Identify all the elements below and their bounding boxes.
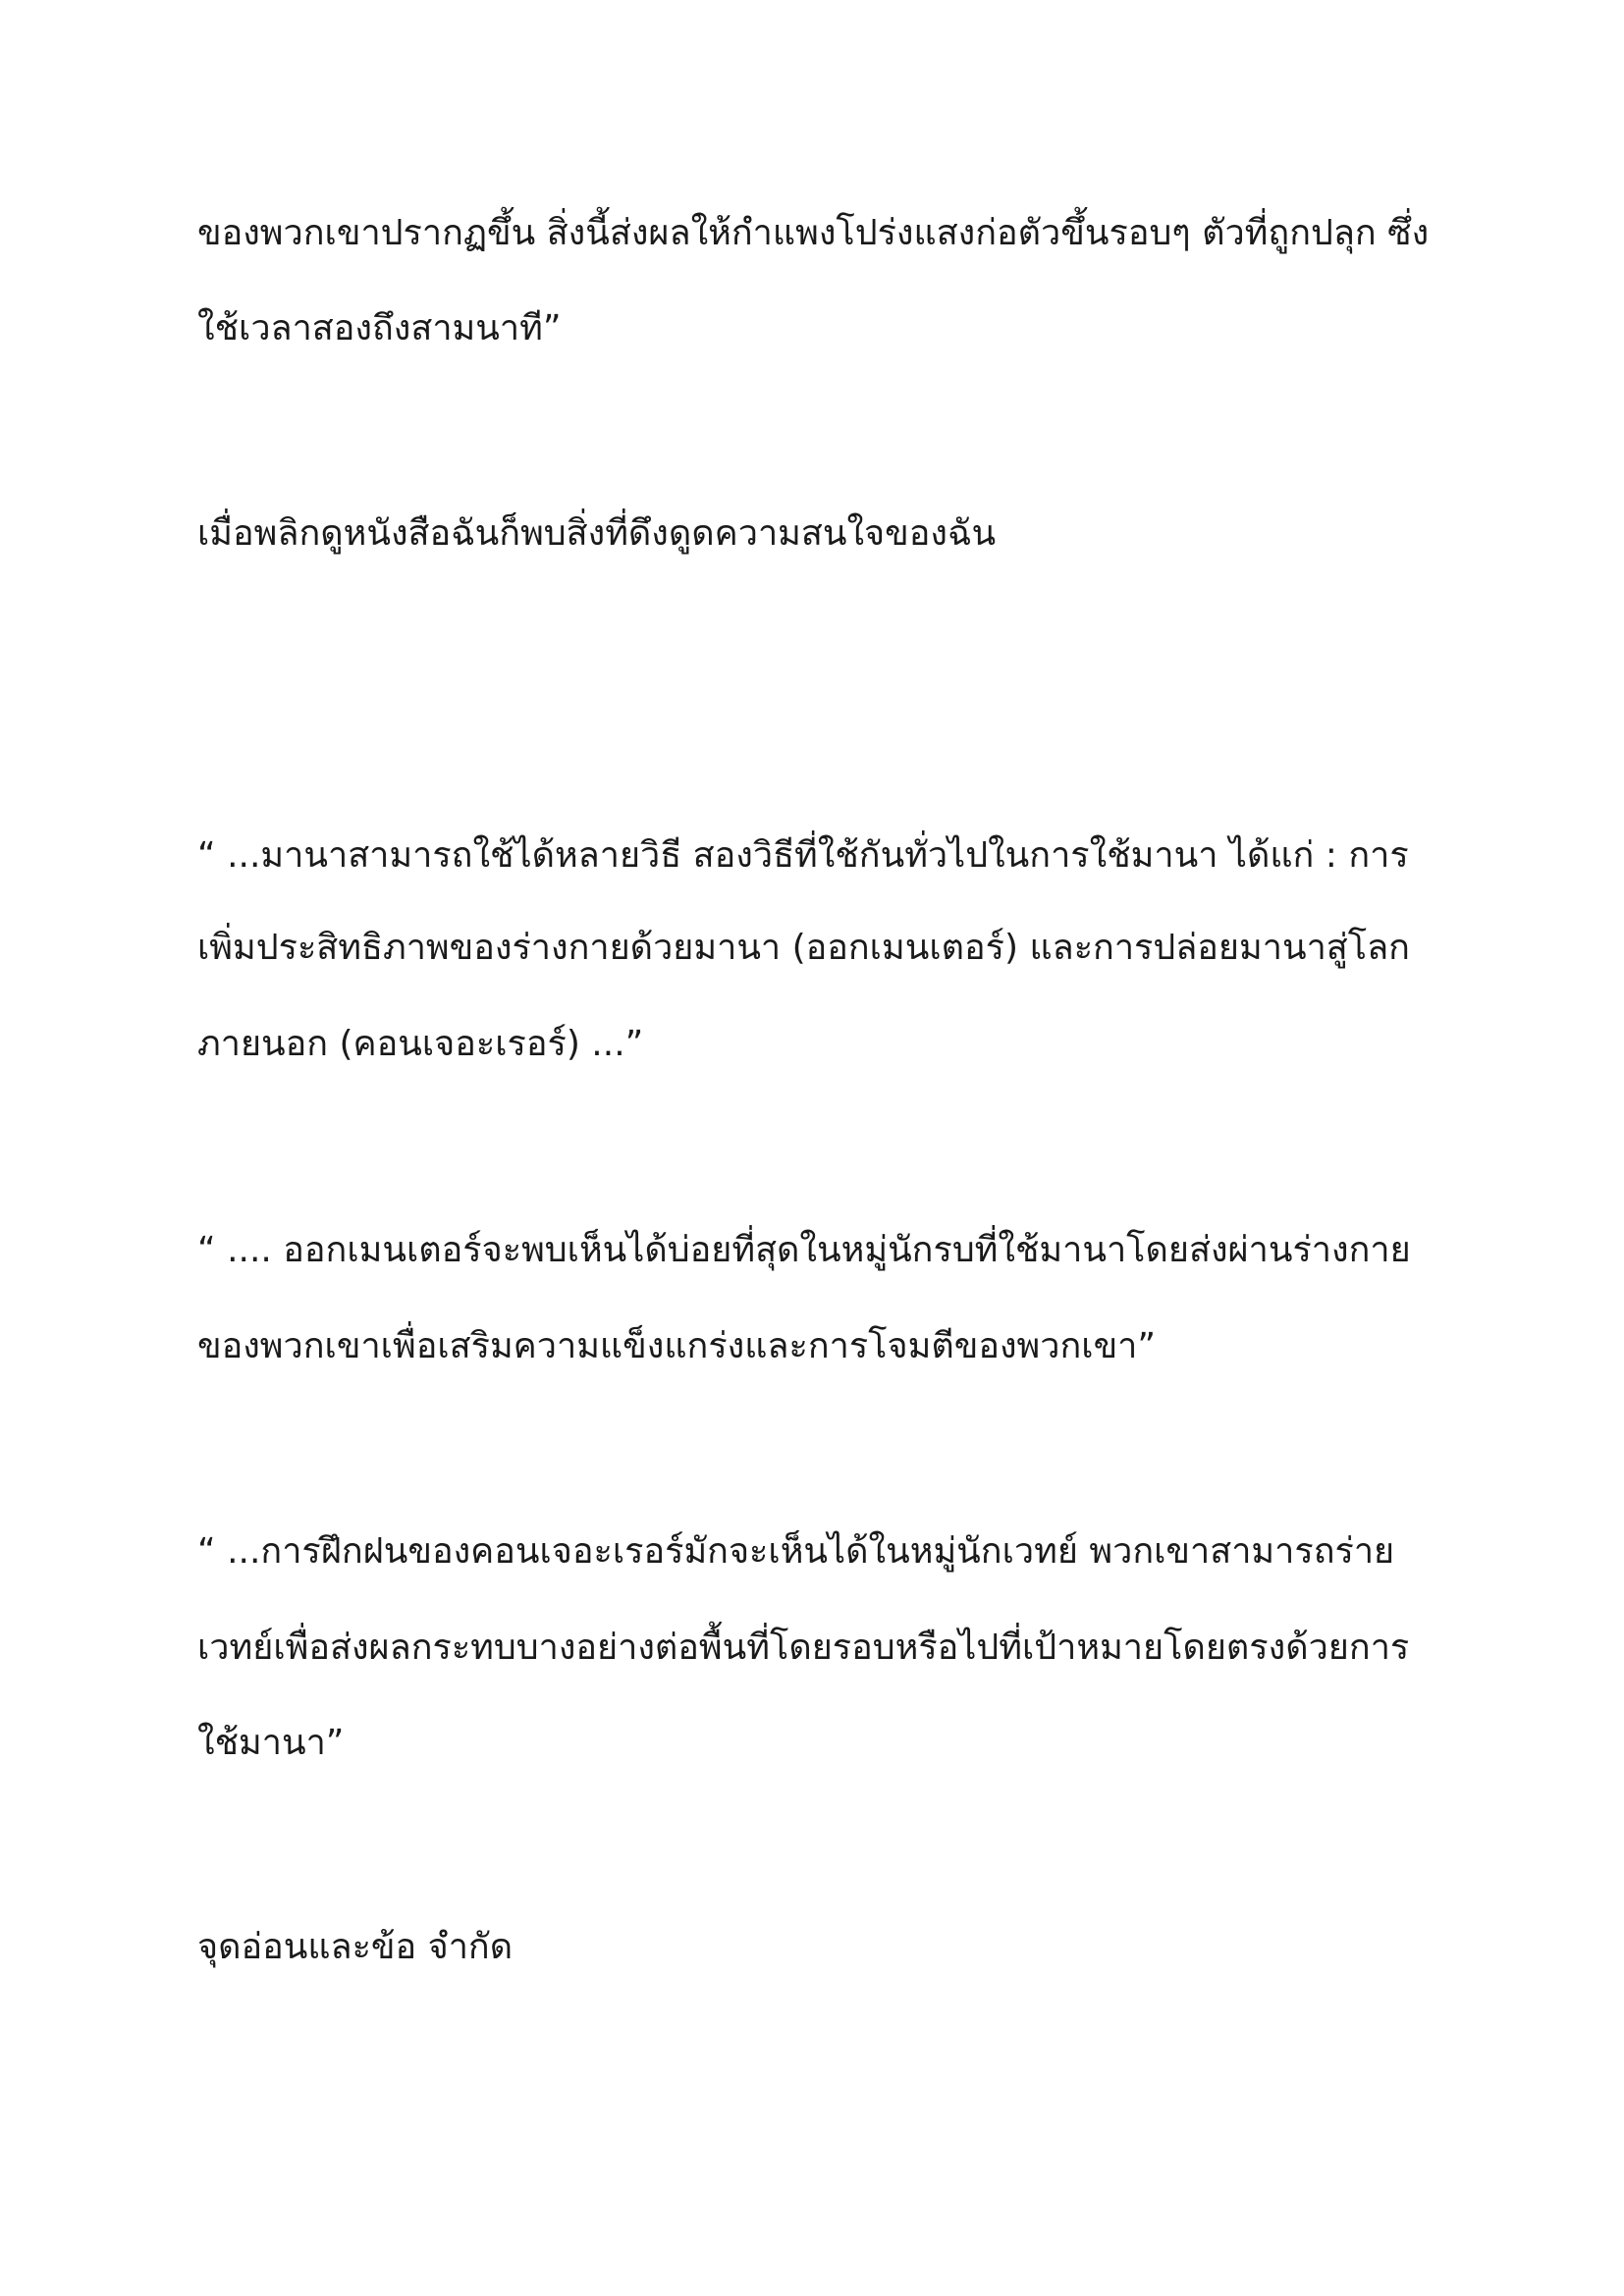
quote-3-line-2: เวทย์เพื่อส่งผลกระทบบางอย่างต่อพื้นที่โดยรอบหรือไปที่เป้าหมายโดยตรงด้วยการ (197, 1628, 1410, 1668)
quote-1-line-2: เพิ่มประสิทธิภาพของร่างกายด้วยมานา (ออกเมนเตอร์) และการปล่อยมานาสู่โลก (197, 928, 1410, 968)
quote-2-line-1: “ .... ออกเมนเตอร์จะพบเห็นได้บ่อยที่สุดในหมู่นักรบที่ใช้มานาโดยส่งผ่านร่างกาย (197, 1230, 1411, 1270)
paragraph-2-line-1: เมื่อพลิกดูหนังสือฉันก็พบสิ่งที่ดึงดูดความสนใจของฉัน (197, 513, 997, 554)
section-heading: จุดอ่อนและข้อ จำกัด (197, 1927, 514, 1967)
quote-1-line-3: ภายนอก (คอนเจอะเรอร์) ...” (197, 1024, 644, 1064)
quote-3-line-1: “ ...การฝึกฝนของคอนเจอะเรอร์มักจะเห็นได้ในหมู่นักเวทย์ พวกเขาสามารถร่าย (197, 1531, 1395, 1572)
quote-3-line-3: ใช้มานา” (197, 1723, 345, 1763)
quote-2-line-2: ของพวกเขาเพื่อเสริมความแข็งแกร่งและการโจมตีของพวกเขา” (197, 1326, 1157, 1366)
paragraph-1-line-1: ของพวกเขาปรากฏขึ้น สิ่งนี้ส่งผลให้กำแพงโปร่งแสงก่อตัวขึ้นรอบๆ ตัวที่ถูกปลุก ซึ่ง (197, 213, 1430, 253)
paragraph-1-line-2: ใช้เวลาสองถึงสามนาที” (197, 308, 562, 348)
quote-1-line-1: “ ...มานาสามารถใช้ได้หลายวิธี สองวิธีที่ใช้กันทั่วไปในการใช้มานา ได้แก่ : การ (197, 835, 1409, 876)
